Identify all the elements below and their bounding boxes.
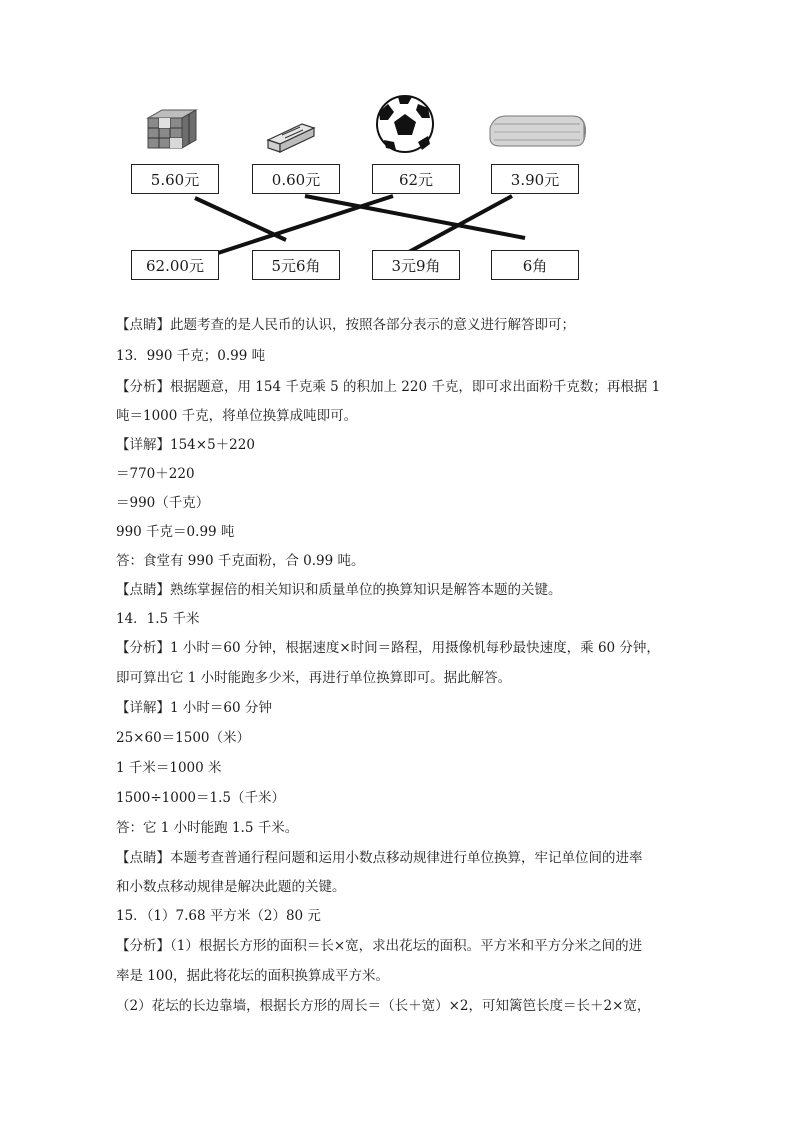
text-line: 【点睛】熟练掌握倍的相关知识和质量单位的换算知识是解答本题的关键。 <box>116 582 562 598</box>
text-line: 【详解】154×5＋220 <box>116 437 255 453</box>
text-line: 【详解】1 小时＝60 分钟 <box>116 700 272 716</box>
match-line <box>305 196 525 238</box>
text-line: 990 千克＝0.99 吨 <box>116 524 235 540</box>
rubiks-cube-icon <box>148 110 196 148</box>
price-box: 6角 <box>491 250 579 280</box>
match-line <box>407 196 512 253</box>
eraser-icon <box>268 124 314 152</box>
price-box: 5.60元 <box>131 164 219 194</box>
text-line: 1500÷1000＝1.5（千米） <box>116 790 285 806</box>
text-line: ＝770＋220 <box>116 466 195 482</box>
text-line: 25×60＝1500（米） <box>116 730 251 746</box>
text-line: 率是 100，据此将花坛的面积换算成平方米。 <box>116 968 390 984</box>
text-line: 1 千米＝1000 米 <box>116 760 222 776</box>
price-box: 62元 <box>372 164 460 194</box>
text-line: 【分析】1 小时＝60 分钟，根据速度×时间＝路程，用摄像机每秒最快速度，乘 60 分钟， <box>116 640 660 656</box>
text-line: 【点睛】此题考查的是人民币的认识，按照各部分表示的意义进行解答即可； <box>116 317 575 333</box>
text-line: 【分析】根据题意，用 154 千克乘 5 的积加上 220 千克，即可求出面粉千克数；再根据 1 <box>116 379 661 395</box>
price-box: 3.90元 <box>491 164 579 194</box>
text-line: （2）花坛的长边靠墙，根据长方形的周长＝（长＋宽）×2，可知篱笆长度＝长＋2×宽， <box>116 998 651 1014</box>
text-line: 答：食堂有 990 千克面粉，合 0.99 吨。 <box>116 553 365 569</box>
match-line <box>218 196 393 253</box>
text-line: ＝990（千克） <box>116 495 210 511</box>
price-box: 5元6角 <box>252 250 340 280</box>
price-box: 62.00元 <box>131 250 219 280</box>
text-line: 15．（1）7.68 平方米（2）80 元 <box>116 908 321 924</box>
text-line: 14．1.5 千米 <box>116 611 200 627</box>
text-line: 和小数点移动规律是解决此题的关键。 <box>116 879 346 895</box>
text-line: 13．990 千克；0.99 吨 <box>116 348 266 364</box>
price-box: 0.60元 <box>252 164 340 194</box>
text-line: 即可算出它 1 小时能跑多少米，再进行单位换算即可。据此解答。 <box>116 670 512 686</box>
text-line: 吨＝1000 千克，将单位换算成吨即可。 <box>116 408 358 424</box>
soccer-ball-icon <box>377 96 433 152</box>
text-line: 答：它 1 小时能跑 1.5 千米。 <box>116 820 299 836</box>
text-line: 【点睛】本题考查普通行程问题和运用小数点移动规律进行单位换算，牢记单位间的进率 <box>116 850 643 866</box>
text-line: 【分析】（1）根据长方形的面积＝长×宽，求出花坛的面积。平方米和平方分米之间的进 <box>116 938 643 954</box>
towel-icon <box>490 116 585 146</box>
price-box: 3元9角 <box>372 250 460 280</box>
